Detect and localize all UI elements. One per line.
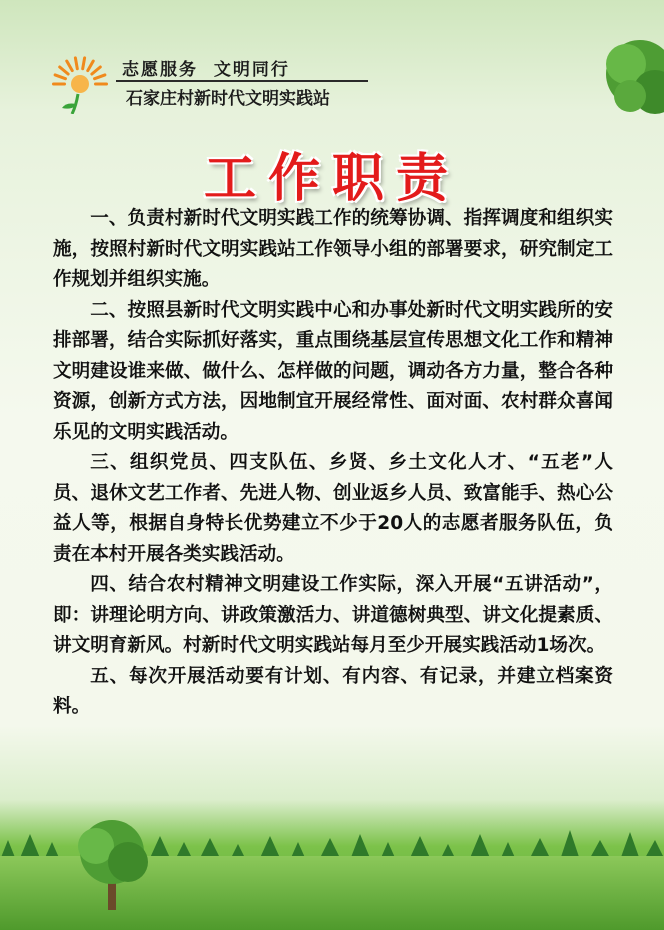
duty-paragraph-4: 四、结合农村精神文明建设工作实际，深入开展“五讲活动”，即：讲理论明方向、讲政策激活力、讲道德树典型、讲文化提素质、讲文明育新风。村新时代文明实践站每月至少开展实践活动1场次。 xyxy=(53,574,613,656)
duty-paragraph-1: 一、负责村新时代文明实践工作的统筹协调、指挥调度和组织实施，按照村新时代文明实践站工作领导小组的部署要求，研究制定工作规划并组织实施。 xyxy=(53,208,613,290)
header-divider xyxy=(116,80,368,82)
grass-landscape xyxy=(0,800,664,930)
duty-paragraph-3: 三、组织党员、四支队伍、乡贤、乡土文化人才、“五老”人员、退休文艺工作者、先进人物、创业返乡人员、致富能手、热心公益人等，根据自身特长优势建立不少于20人的志愿者服务队伍，负责在本村开展各类实践活动。 xyxy=(53,452,613,565)
duty-paragraph-2: 二、按照县新时代文明实践中心和办事处新时代文明实践所的安排部署，结合实际抓好落实，重点围绕基层宣传思想文化工作和精神文明建设谁来做、做什么、怎样做的问题，调动各方力量，整合各种资源，创新方式方法，因地制宜开展经常性、面对面、农村群众喜闻乐见的文明实践活动。 xyxy=(53,299,613,443)
page-title: 工作职责 xyxy=(203,149,460,209)
slogan: 志愿服务 文明同行 xyxy=(122,60,290,80)
duties-content xyxy=(53,204,613,723)
corner-tree-icon xyxy=(600,34,664,134)
sunflower-logo-icon xyxy=(50,54,110,114)
station-name: 石家庄村新时代文明实践站 xyxy=(126,89,330,109)
duty-paragraph-5: 五、每次开展活动要有计划、有内容、有记录，并建立档案资料。 xyxy=(53,665,613,717)
